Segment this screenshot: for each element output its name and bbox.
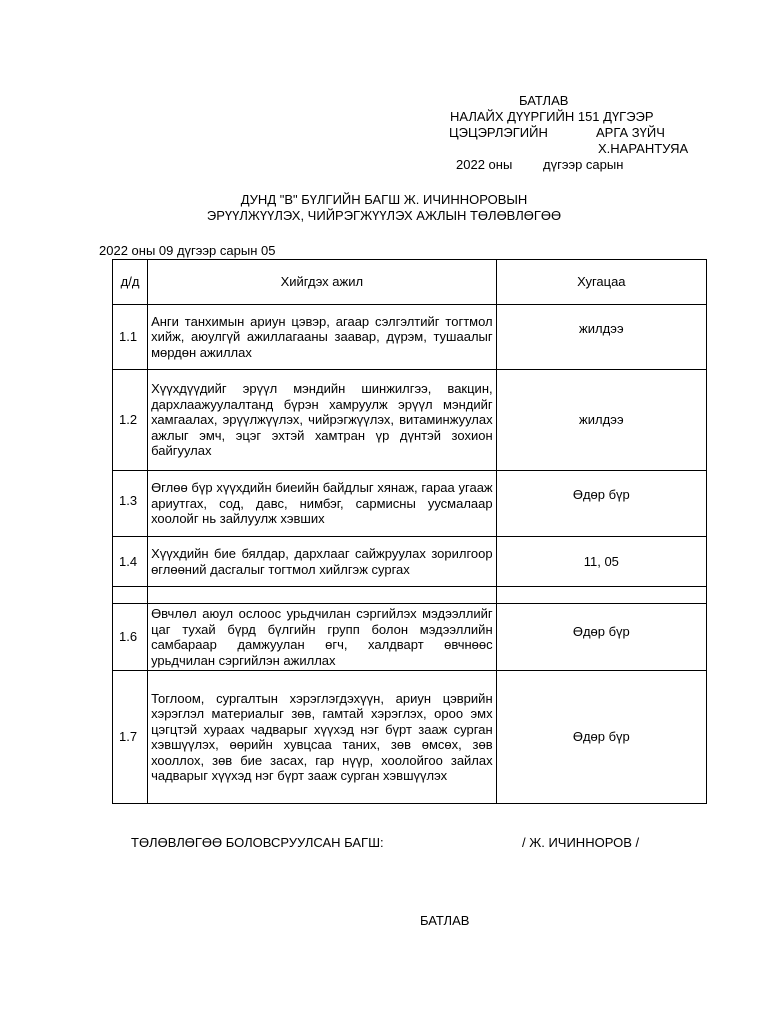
document-title-line2: ЭРҮҮЛЖҮҮЛЭХ, ЧИЙРЭГЖҮҮЛЭХ АЖЛЫН ТӨЛӨВЛӨГӨӨ — [206, 208, 562, 223]
table-row — [113, 471, 707, 537]
row-duration: Өдөр бүр — [496, 604, 706, 671]
row-task — [148, 587, 497, 604]
plan-table — [112, 259, 707, 804]
table-row — [113, 537, 707, 587]
row-number: 1.2 — [113, 370, 148, 471]
signature-label: ТӨЛӨВЛӨГӨӨ БОЛОВСРУУЛСАН БАГШ: — [131, 835, 384, 850]
approval-organization: НАЛАЙХ ДҮҮРГИЙН 151 ДҮГЭЭР — [450, 109, 654, 124]
document-title-line1: ДУНД "В" БҮЛГИЙН БАГШ Ж. ИЧИННОРОВЫН — [240, 192, 528, 207]
row-task: Анги танхимын ариун цэвэр, агаар сэлгэлтийг тогтмол хийж, аюулгүй ажиллагааны заавар, дүрэм, тушаалыг мөрдөн ажиллах — [148, 305, 497, 370]
row-duration: Өдөр бүр — [496, 471, 706, 537]
row-duration: жилдээ — [496, 370, 706, 471]
approval-date-year: 2022 оны — [456, 157, 513, 172]
approval-position: АРГА ЗҮЙЧ — [596, 125, 665, 140]
approval-kindergarten: ЦЭЦЭРЛЭГИЙН — [449, 125, 548, 140]
signature-name: / Ж. ИЧИННОРОВ / — [522, 835, 640, 850]
table-row — [113, 671, 707, 804]
document-date: 2022 оны 09 дүгээр сарын 05 — [99, 243, 276, 258]
row-duration: 11, 05 — [496, 537, 706, 587]
header-number: д/д — [113, 260, 148, 305]
row-number — [113, 587, 148, 604]
row-duration: Өдөр бүр — [496, 671, 706, 804]
row-number: 1.7 — [113, 671, 148, 804]
row-task: Өвчлөл аюул ослоос урьдчилан сэргийлэх мэдээллийг цаг тухай бүрд бүлгийн групп болон мэдээллийн самбараар дамжуулан өгч, халдварт өвчнөөс урьдчилан сэргийлэн ажиллах — [148, 604, 497, 671]
table-row — [113, 370, 707, 471]
row-task: Хүүхдүүдийг эрүүл мэндийн шинжилгээ, вакцин, дархлаажуулалтанд бүрэн хамруулж эрүүл мэндийг хамгаалах, эрүүлжүүлэх, чийрэгжүүлэх, витаминжуулах ажлыг эмч, эцэг эхтэй хамтран үр дүнтэй зохион байгуулах — [148, 370, 497, 471]
row-number: 1.6 — [113, 604, 148, 671]
row-duration: жилдээ — [496, 305, 706, 370]
row-task: Хүүхдийн бие бялдар, дархлааг сайжруулах зорилгоор өглөөний дасгалыг тогтмол хийлгэж сургах — [148, 537, 497, 587]
approval-person: Х.НАРАНТУЯА — [598, 141, 689, 156]
row-number: 1.4 — [113, 537, 148, 587]
row-task: Өглөө бүр хүүхдийн биеийн байдлыг хянаж, гараа угааж ариутгах, сод, давс, нимбэг, сармисны уусмалаар хоолойг нь зайлуулж хэвших — [148, 471, 497, 537]
table-row — [113, 604, 707, 671]
footer-approval-heading: БАТЛАВ — [420, 913, 470, 928]
header-task: Хийгдэх ажил — [148, 260, 497, 305]
row-number: 1.1 — [113, 305, 148, 370]
row-number: 1.3 — [113, 471, 148, 537]
table-row — [113, 305, 707, 370]
row-task: Тоглоом, сургалтын хэрэглэгдэхүүн, ариун цэврийн хэрэглэл материалыг зөв, гамтай хэрэглэх, ороо эмх цэгцтэй хураах чадварыг хүүхэд нэг бүрт зааж сурган хэвшүүлэх, өөрийн хувцсаа таних, зөв өмсөх, зөв хооллох, зөв бие засах, гар нүүр, хоолойгоо зайлах чадварыг хүүхэд нэг бүрт зааж сурган хэвшүүлэх — [148, 671, 497, 804]
header-duration: Хугацаа — [496, 260, 706, 305]
approval-heading: БАТЛАВ — [519, 93, 569, 108]
table-row-empty — [113, 587, 707, 604]
approval-date-month: дүгээр сарын — [543, 157, 624, 172]
row-duration — [496, 587, 706, 604]
table-header-row — [113, 260, 707, 305]
